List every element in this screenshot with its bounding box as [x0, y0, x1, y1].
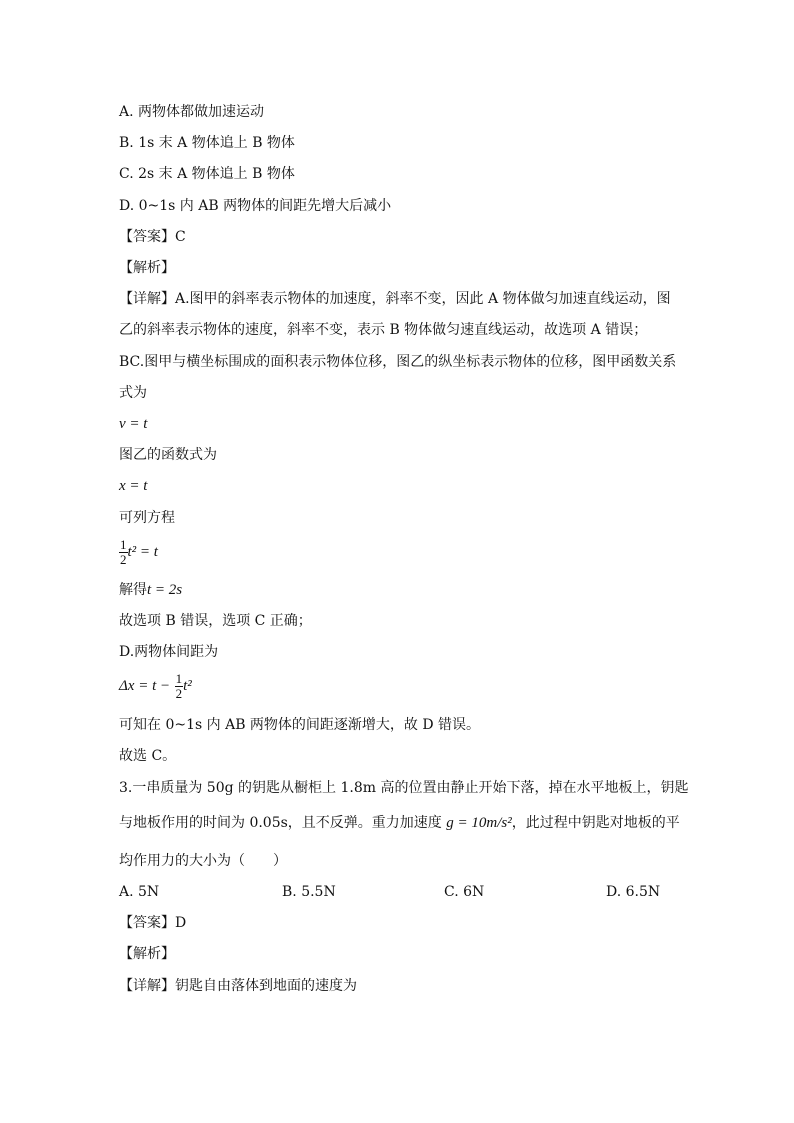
- equation-delta-x: Δx = t − $\frac{1}{2}$ t²: [119, 670, 192, 701]
- final-choice: 故选 C。: [119, 748, 177, 764]
- detail-line: 乙的斜率表示物体的速度，斜率不变，表示 B 物体做匀速直线运动，故选项 A 错误；: [119, 322, 648, 338]
- solve-line: 解得t = 2s: [119, 582, 183, 598]
- equation-half-t-squared: $\frac{1}{2}$ t² = t: [120, 536, 158, 567]
- question-3-stem: 均作用力的大小为（ ）: [119, 853, 287, 869]
- option-c: C. 2s 末 A 物体追上 B 物体: [119, 166, 295, 182]
- option-c: C. 6N: [444, 884, 485, 900]
- detail-line: BC.图甲与横坐标围成的面积表示物体位移，图乙的纵坐标表示物体的位移，图甲函数关系: [119, 354, 677, 370]
- detail-line: 【详解】钥匙自由落体到地面的速度为: [119, 978, 357, 994]
- answer-label: 【答案】C: [119, 229, 186, 245]
- detail-line: 图乙的函数式为: [119, 447, 217, 463]
- analysis-label: 【解析】: [119, 260, 175, 276]
- analysis-label: 【解析】: [119, 946, 175, 962]
- detail-line: 【详解】A.图甲的斜率表示物体的加速度，斜率不变，因此 A 物体做匀加速直线运动，图: [119, 291, 671, 307]
- equation-v-t: v = t: [119, 416, 148, 432]
- answer-label: 【答案】D: [119, 915, 187, 931]
- question-3-stem: 3.一串质量为 50g 的钥匙从橱柜上 1.8m 高的位置由静止开始下落，掉在水平地板上，钥匙: [119, 780, 689, 796]
- detail-line: 式为: [119, 385, 147, 401]
- equation-x-t: x = t: [119, 478, 148, 494]
- option-d: D. 6.5N: [606, 884, 661, 900]
- option-d: D. 0~1s 内 AB 两物体的间距先增大后减小: [119, 198, 392, 214]
- detail-line: 可列方程: [119, 510, 175, 526]
- detail-line: D.两物体间距为: [119, 644, 219, 660]
- option-b: B. 1s 末 A 物体追上 B 物体: [119, 135, 295, 151]
- detail-line: 可知在 0~1s 内 AB 两物体的间距逐渐增大，故 D 错误。: [119, 717, 481, 733]
- question-3-stem: 与地板作用的时间为 0.05s，且不反弹。重力加速度 g = 10m/s²，此过程中钥匙对地板的平: [119, 815, 680, 831]
- option-a: A. 两物体都做加速运动: [119, 104, 265, 120]
- option-b: B. 5.5N: [282, 884, 336, 900]
- detail-line: 故选项 B 错误，选项 C 正确；: [119, 613, 312, 629]
- option-a: A. 5N: [119, 884, 160, 900]
